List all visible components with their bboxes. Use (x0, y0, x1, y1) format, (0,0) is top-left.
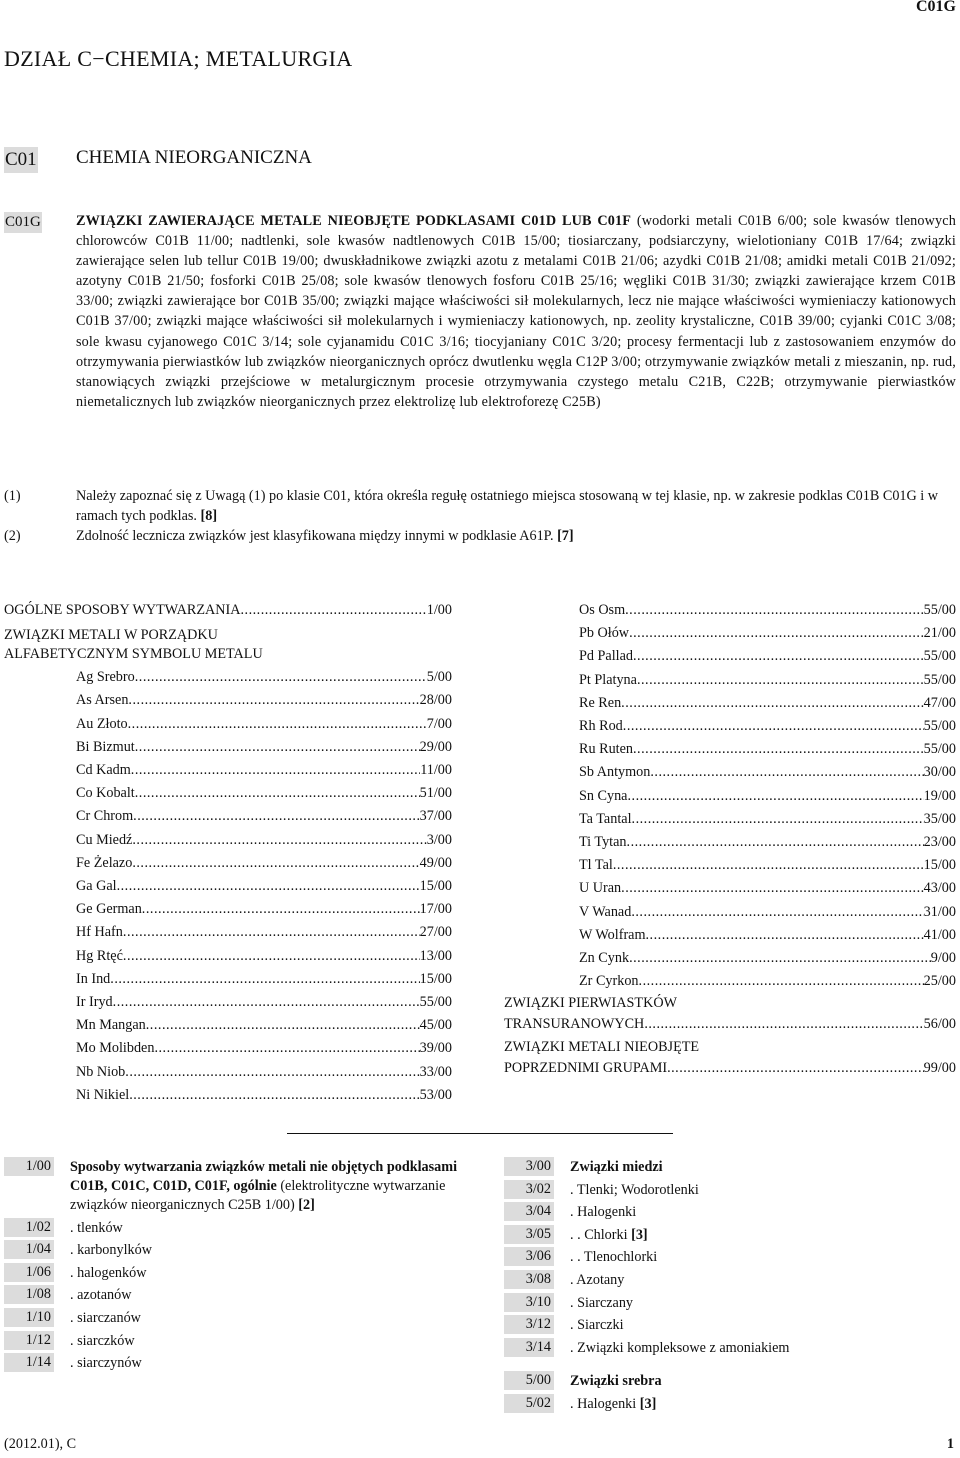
division-title: DZIAŁ C−CHEMIA; METALURGIA (4, 46, 353, 71)
index-row[interactable] (579, 622, 956, 645)
group-title-text: . halogenków (70, 1264, 147, 1281)
index-row[interactable] (579, 854, 956, 877)
index-label: Re Ren (579, 694, 622, 711)
group-title-bold: Związki miedzi (570, 1159, 663, 1175)
subclass-title-references: (wodorki metali C01B 6/00; sole kwasów tlenowych chlorowców C01B 11/00; nadtlenki, sole kwasów nadtlenowych C01B 15/00; tiosiarczany, podsiarczyny, wielotioniany C01B 17/64; związki zawierające selen lub tellur C01B 19/00; dwuskładnikowe związki azotu z metalami C01B 21/06; azydki C01B 21/08; amidki metali C01B 21/092; azotyny C01B 21/50; fosforki C01B 25/08; sole kwasów tlenowych fosforu C01B 25/16; węgliki C01B 31/30; związki zawierające krzem C01B 33/00; związki zawierające bor C01B 35/00; związki mające właściwości sił molekularnych, lecz nie mające właściwości wymieniaczy kationowych C01B 37/00; związki mające właściwości sił molekularnych i wymieniaczy kationowych, np. zeolity krystaliczne, C01B 39/00; cyjanki C01C 3/08; sole kwasu cyjanowego C01C 3/14; sole cyjanamidu C01C 3/16; tiocyjaniany C01C 3/20; procesy fermentacji lub z zastosowaniem enzymów do otrzymywania pierwiastków lub związków nieorganicznych oprócz dwutlenku węgla C12P 3/00; otrzymywanie związków metali z mieszanin, np. rud, stanowiących związki przejściowe w metalurgicznym procesie otrzymywania czystego metalu C21B, C22B; otrzymywanie pierwiastków niemetalicznych lub związków nieorganicznych przez elektrolizę lub elektroforezę C25B) (76, 213, 956, 410)
leader-dots (135, 666, 427, 689)
subgroup[interactable] (4, 1218, 464, 1238)
subgroup[interactable] (4, 1331, 464, 1351)
subgroup[interactable] (504, 1293, 956, 1313)
group-title (570, 1315, 956, 1335)
index-label: POPRZEDNIMI GRUPAMI (504, 1060, 668, 1077)
leader-dots (135, 736, 420, 759)
index-ref: 15/00 (419, 878, 452, 895)
index-row[interactable] (579, 761, 956, 784)
group-title-text: . tlenków (70, 1219, 123, 1236)
index-ref: 15/00 (923, 857, 956, 874)
subgroup[interactable] (504, 1180, 956, 1200)
index-label: Zn Cynk (579, 950, 630, 967)
index-ref: 56/00 (923, 1016, 956, 1033)
leader-dots (123, 945, 420, 968)
note (4, 526, 954, 546)
index-ref: 17/00 (419, 901, 452, 918)
leader-dots (625, 599, 924, 622)
leader-dots (631, 901, 923, 924)
group-code: 3/04 (504, 1202, 554, 1221)
index-row[interactable] (504, 1014, 956, 1035)
group-title (570, 1157, 956, 1177)
index-ref: 19/00 (923, 787, 956, 804)
group-title (570, 1180, 956, 1200)
index-label: Ge German (76, 901, 142, 918)
group-title-text: . . Tlenochlorki (570, 1249, 658, 1266)
subgroup[interactable] (504, 1315, 956, 1335)
index-ref: 7/00 (426, 715, 452, 732)
index-ref: 51/00 (419, 785, 452, 802)
index-ref: 35/00 (923, 810, 956, 827)
note-tag: [8] (200, 508, 218, 524)
leader-dots (240, 599, 426, 622)
group-title-text: . Siarczany (570, 1294, 634, 1311)
group-title-text: . . Chlorki (570, 1226, 628, 1243)
index-label: Cu Miedź (76, 831, 133, 848)
group-title-text: . Siarczki (570, 1317, 624, 1334)
index-row[interactable] (76, 1037, 452, 1060)
group-title-text: . karbonylków (70, 1242, 152, 1259)
group-title (70, 1263, 464, 1283)
group-title (70, 1157, 464, 1215)
index-label: Sn Cyna (579, 787, 628, 804)
leader-dots (123, 921, 420, 944)
group-code: 3/12 (504, 1315, 554, 1334)
index-row[interactable] (579, 947, 956, 970)
group-title-text: . siarczynów (70, 1355, 142, 1372)
index-label: Os Osm (579, 602, 626, 618)
leader-dots (627, 831, 924, 854)
group-tag: [3] (627, 1226, 648, 1243)
subgroup[interactable] (504, 1247, 956, 1267)
footer-page-number: 1 (946, 1436, 954, 1452)
index-label: As Arsen (76, 692, 129, 709)
index-ref: 47/00 (923, 694, 956, 711)
index-label: Ti Tytan (579, 834, 627, 851)
index-ref: 53/00 (419, 1086, 452, 1103)
leader-dots (629, 622, 924, 645)
index-label: Ni Nikiel (76, 1086, 130, 1103)
index-ref: 55/00 (419, 994, 452, 1011)
index-row[interactable] (579, 970, 956, 993)
leader-dots (135, 782, 420, 805)
group-title (70, 1308, 464, 1328)
index-ref: 55/00 (923, 671, 956, 688)
group-code: 1/00 (4, 1157, 54, 1176)
index-ref: 11/00 (420, 762, 452, 779)
index-label: Cr Chrom (76, 808, 134, 825)
group-title (70, 1353, 464, 1373)
index-label: Bi Bizmut (76, 738, 135, 755)
group-code: 3/06 (504, 1247, 554, 1266)
note (4, 486, 954, 526)
main-group[interactable] (4, 1157, 464, 1215)
group-title-text: . Tlenki; Wodorotlenki (570, 1181, 699, 1198)
leader-dots (117, 875, 420, 898)
leader-dots (131, 759, 420, 782)
leader-dots (128, 689, 419, 712)
index-ref: 55/00 (923, 718, 956, 735)
index-ref: 31/00 (923, 903, 956, 920)
group-tag: [3] (636, 1395, 657, 1412)
subclass-title-bold: ZWIĄZKI ZAWIERAJĄCE METALE NIEOBJĘTE PODKLASAMI C01D LUB C01F (76, 213, 632, 229)
index-row[interactable] (579, 877, 956, 900)
note-body: Należy zapoznać się z Uwagą (1) po klasie C01, która określa regułę ostatniego miejsca stosowaną w tej klasie, np. w zakresie podklas C01B C01G i w ramach tych podklas. (76, 488, 939, 524)
note-number: (2) (4, 528, 21, 544)
index-row[interactable] (579, 715, 956, 738)
index-row[interactable] (76, 713, 452, 736)
group-title-text: . Azotany (570, 1271, 625, 1288)
subgroup[interactable] (4, 1353, 464, 1373)
index-row[interactable] (76, 898, 452, 921)
group-code: 3/02 (504, 1180, 554, 1199)
notes (4, 486, 954, 546)
subgroup[interactable] (504, 1270, 956, 1290)
group-title (570, 1371, 956, 1391)
class-title: CHEMIA NIEORGANICZNA (76, 147, 312, 168)
leader-dots (646, 924, 924, 947)
index-label: Mo Molibden (76, 1040, 155, 1057)
subgroup[interactable] (504, 1394, 956, 1414)
group-gap (504, 1360, 956, 1371)
index-ref: 41/00 (923, 926, 956, 943)
leader-dots (133, 805, 420, 828)
leader-dots (639, 970, 924, 993)
index-row[interactable] (4, 599, 452, 622)
group-title (70, 1218, 464, 1238)
group-title (570, 1338, 956, 1358)
index-row[interactable] (76, 852, 452, 875)
group-title-bold: Sposoby wytwarzania związków metali nie objętych podklasami C01B, C01C, C01D, C01F, ogólnie (70, 1159, 458, 1194)
index-label: Cd Kadm (76, 762, 131, 779)
footer-edition: (2012.01), C (4, 1436, 77, 1452)
index-ref: 55/00 (923, 648, 956, 665)
index-ref: 29/00 (419, 738, 452, 755)
index-row[interactable] (579, 645, 956, 668)
index-row[interactable] (76, 759, 452, 782)
leader-dots (128, 713, 427, 736)
index-heading: ALFABETYCZNYM SYMBOLU METALU (4, 646, 263, 663)
leader-dots (637, 669, 924, 692)
group-title-text: . Halogenki (570, 1204, 637, 1221)
index-row[interactable] (76, 736, 452, 759)
group-code: 3/14 (504, 1338, 554, 1357)
leader-dots (146, 1014, 420, 1037)
index-label: Ga Gal (76, 878, 117, 895)
group-code: 3/10 (504, 1293, 554, 1312)
index-row[interactable] (76, 921, 452, 944)
index-ref: 3/00 (426, 831, 452, 848)
group-code: 1/06 (4, 1263, 54, 1282)
note-tag: [7] (557, 528, 574, 544)
header-subclass-code: C01G (916, 0, 956, 15)
index-row[interactable] (76, 1061, 452, 1084)
leader-dots (154, 1037, 419, 1060)
index-row[interactable] (76, 782, 452, 805)
index-row[interactable] (579, 692, 956, 715)
group-code: 1/02 (4, 1218, 54, 1237)
index-row[interactable] (579, 785, 956, 808)
group-tag: [2] (294, 1197, 315, 1213)
subgroup[interactable] (4, 1263, 464, 1283)
group-title-text: . siarczanów (70, 1309, 141, 1326)
index-ref: 27/00 (419, 924, 452, 941)
group-title-text: . azotanów (70, 1287, 132, 1304)
separator-rule (287, 1133, 673, 1134)
index-ref: 37/00 (419, 808, 452, 825)
index-items-left (76, 666, 452, 1107)
group-title-bold: Związki srebra (570, 1373, 662, 1390)
note-body: Zdolność lecznicza związków jest klasyfikowana między innymi w podklasie A61P. (76, 528, 554, 544)
index-ref: 99/00 (923, 1060, 956, 1077)
index-ref: 5/00 (426, 669, 452, 686)
index-ref: 25/00 (923, 973, 956, 990)
class-code: C01 (4, 147, 38, 173)
index-items-right (579, 599, 956, 993)
group-title (570, 1270, 956, 1290)
group-title (570, 1394, 956, 1414)
index-row[interactable] (76, 1014, 452, 1037)
leader-dots (629, 947, 931, 970)
group-title (70, 1331, 464, 1351)
leader-dots (627, 785, 923, 808)
index-row[interactable] (579, 738, 956, 761)
index-label: V Wanad (579, 903, 632, 920)
index-label: Co Kobalt (76, 785, 135, 802)
index-label: In Ind (76, 970, 111, 987)
index-label: Fe Żelazo (76, 854, 133, 871)
leader-dots (650, 761, 923, 784)
index-row[interactable] (579, 599, 956, 622)
index-ref: 13/00 (419, 947, 452, 964)
index-row[interactable] (76, 991, 452, 1014)
index-label: OGÓLNE SPOSOBY WYTWARZANIA (4, 602, 241, 618)
index-label: Pt Platyna (579, 671, 637, 688)
group-title-reference: (elektrolityczne wytwarzanie związków nieorganicznych C25B 1/00) (70, 1178, 446, 1213)
leader-dots (623, 715, 924, 738)
leader-dots (113, 991, 420, 1014)
index-label: Pd Pallad (579, 648, 633, 665)
index-row[interactable] (76, 945, 452, 968)
subgroup[interactable] (4, 1285, 464, 1305)
leader-dots (129, 1084, 419, 1107)
main-group[interactable] (504, 1371, 956, 1391)
group-code: 1/10 (4, 1308, 54, 1327)
main-group[interactable] (504, 1157, 956, 1177)
index-ref: 30/00 (923, 764, 956, 781)
index-label: Zr Cyrkon (579, 973, 639, 990)
index-ref: 45/00 (419, 1017, 452, 1034)
index-label: Tl Tal (579, 857, 613, 874)
index-label: Nb Niob (76, 1063, 126, 1080)
index-ref: 9/00 (930, 950, 956, 967)
index-label: Mn Mangan (76, 1017, 146, 1034)
index-ref: 33/00 (419, 1063, 452, 1080)
subgroup[interactable] (4, 1240, 464, 1260)
index-label: Ag Srebro (76, 669, 135, 686)
leader-dots (621, 877, 924, 900)
subgroup[interactable] (4, 1308, 464, 1328)
leader-dots (621, 692, 924, 715)
index-label: Pb Ołów (579, 625, 630, 642)
index-ref: 1/00 (426, 602, 452, 618)
index-ref: 15/00 (419, 970, 452, 987)
group-title (70, 1240, 464, 1260)
note-number: (1) (4, 488, 21, 504)
leader-dots (667, 1058, 924, 1079)
index-row[interactable] (504, 1058, 956, 1079)
index-heading: ZWIĄZKI PIERWIASTKÓW (504, 995, 677, 1012)
index-left (4, 599, 452, 1107)
leader-dots (632, 808, 924, 831)
index-row[interactable] (579, 808, 956, 831)
index-ref: 49/00 (419, 854, 452, 871)
index-label: Ta Tantal (579, 810, 632, 827)
note-text (76, 486, 954, 526)
subclass-code: C01G (4, 212, 42, 233)
group-title (570, 1293, 956, 1313)
index-label: Ir Iryd (76, 994, 113, 1011)
leader-dots (132, 829, 426, 852)
group-title (70, 1285, 464, 1305)
subgroup[interactable] (504, 1225, 956, 1245)
subclass-title (76, 211, 956, 412)
group-code: 3/08 (504, 1270, 554, 1289)
group-code: 1/04 (4, 1240, 54, 1259)
index-row[interactable] (579, 669, 956, 692)
index-row[interactable] (579, 831, 956, 854)
leader-dots (125, 1061, 419, 1084)
index-row[interactable] (76, 805, 452, 828)
group-code: 3/05 (504, 1225, 554, 1244)
index-row[interactable] (76, 829, 452, 852)
groups-right (504, 1157, 956, 1417)
group-code: 5/02 (504, 1394, 554, 1413)
index-row[interactable] (579, 924, 956, 947)
leader-dots (633, 645, 924, 668)
leader-dots (110, 968, 419, 991)
index-label: Sb Antymon (579, 764, 651, 781)
index-row[interactable] (76, 689, 452, 712)
index-ref: 23/00 (923, 834, 956, 851)
leader-dots (633, 738, 924, 761)
subgroup[interactable] (504, 1338, 956, 1358)
index-row[interactable] (76, 968, 452, 991)
index-right (504, 599, 956, 1079)
index-ref: 55/00 (923, 741, 956, 758)
group-code: 1/12 (4, 1331, 54, 1350)
index-ref: 39/00 (419, 1040, 452, 1057)
index-ref: 43/00 (923, 880, 956, 897)
group-title-text: . siarczków (70, 1332, 135, 1349)
index-label: TRANSURANOWYCH (504, 1016, 645, 1033)
group-title (570, 1247, 956, 1267)
index-label: Rh Rod (579, 718, 623, 735)
index-label: Hf Hafn (76, 924, 123, 941)
leader-dots (613, 854, 924, 877)
group-title-text: . Związki kompleksowe z amoniakiem (570, 1339, 790, 1356)
index-label: Ru Ruten (579, 741, 633, 758)
index-row[interactable] (579, 901, 956, 924)
index-label: Au Złoto (76, 715, 128, 732)
group-code: 1/08 (4, 1285, 54, 1304)
index-ref: 21/00 (923, 625, 956, 642)
group-code: 5/00 (504, 1371, 554, 1390)
index-label: Hg Rtęć (76, 947, 123, 964)
leader-dots (644, 1014, 923, 1035)
index-heading: ZWIĄZKI METALI W PORZĄDKU (4, 627, 218, 644)
index-heading: ZWIĄZKI METALI NIEOBJĘTE (504, 1039, 700, 1056)
index-row[interactable] (76, 1084, 452, 1107)
leader-dots (142, 898, 420, 921)
leader-dots (132, 852, 419, 875)
index-ref: 55/00 (923, 602, 956, 618)
group-title (570, 1202, 956, 1222)
index-row[interactable] (76, 666, 452, 689)
group-title-text: . Halogenki (570, 1395, 637, 1412)
group-code: 1/14 (4, 1353, 54, 1372)
group-title (570, 1225, 956, 1245)
index-label: U Uran (579, 880, 622, 897)
index-ref: 28/00 (419, 692, 452, 709)
group-code: 3/00 (504, 1157, 554, 1176)
groups-left (4, 1157, 464, 1376)
index-row[interactable] (76, 875, 452, 898)
index-label: W Wolfram (579, 926, 646, 943)
note-text (76, 526, 954, 546)
subgroup[interactable] (504, 1202, 956, 1222)
